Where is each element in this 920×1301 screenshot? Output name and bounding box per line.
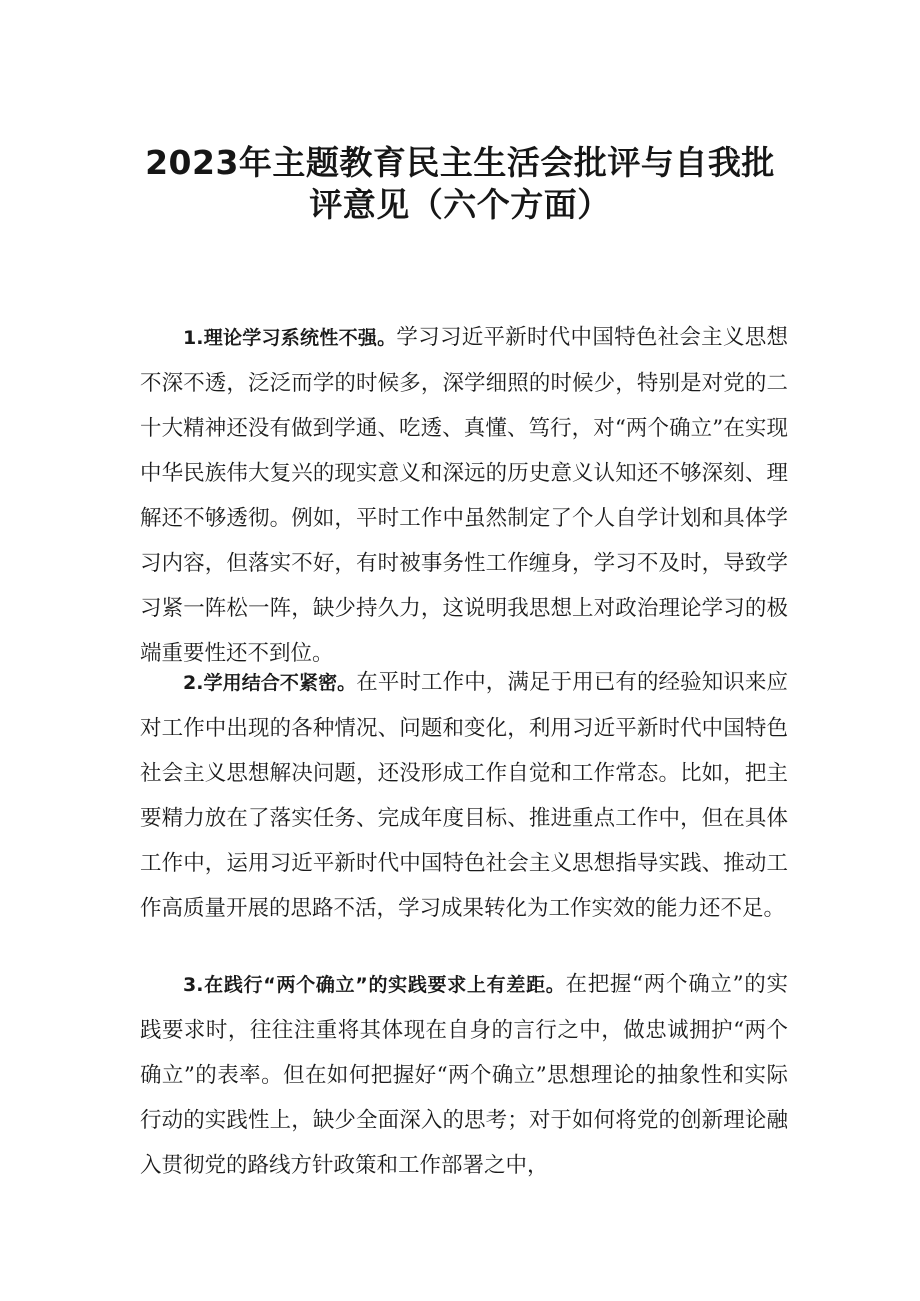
section-2-body: 在平时工作中，满足于用已有的经验知识来应对工作中出现的各种情况、问题和变化，利用习近平新时代中国特色社会主义思想解决问题，还没形成工作自觉和工作常态。比如，把主要精力放在了落实任务、完成年度目标、推进重点工作中，但在具体工作中，运用习近平新时代中国特色社会主义思想指导实践、推动工作高质量开展的思路不活，学习成果转化为工作实效的能力还不足。 <box>140 670 788 921</box>
section-3-body: 在把握“两个确立”的实践要求时，往往注重将其体现在自身的言行之中，做忠诚拥护“两个确立”的表率。但在如何把握好“两个确立”思想理论的抽象性和实际行动的实践性上，缺少全面深入的思考；对于如何将党的创新理论融入贯彻党的路线方针政策和工作部署之中， <box>140 972 788 1178</box>
section-1-heading: 1.理论学习系统性不强。 <box>183 327 397 349</box>
section-2-paragraph <box>140 660 788 931</box>
section-3-heading: 3.在践行“两个确立”的实践要求上有差距。 <box>183 974 566 996</box>
document-title-line-1: 2023年主题教育民主生活会批评与自我批 <box>145 143 775 182</box>
section-1-paragraph <box>140 315 788 676</box>
section-2-heading: 2.学用结合不紧密。 <box>183 672 357 694</box>
section-3-paragraph <box>140 962 788 1188</box>
document-title-line-2: 评意见（六个方面） <box>309 185 611 224</box>
section-1-body: 学习习近平新时代中国特色社会主义思想不深不透，泛泛而学的时候多，深学细照的时候少，特别是对党的二十大精神还没有做到学通、吃透、真懂、笃行，对“两个确立”在实现中华民族伟大复兴的现实意义和深远的历史意义认知还不够深刻、理解还不够透彻。例如，平时工作中虽然制定了个人自学计划和具体学习内容，但落实不好，有时被事务性工作缠身，学习不及时，导致学习紧一阵松一阵，缺少持久力，这说明我思想上对政治理论学习的极端重要性还不到位。 <box>140 325 788 666</box>
